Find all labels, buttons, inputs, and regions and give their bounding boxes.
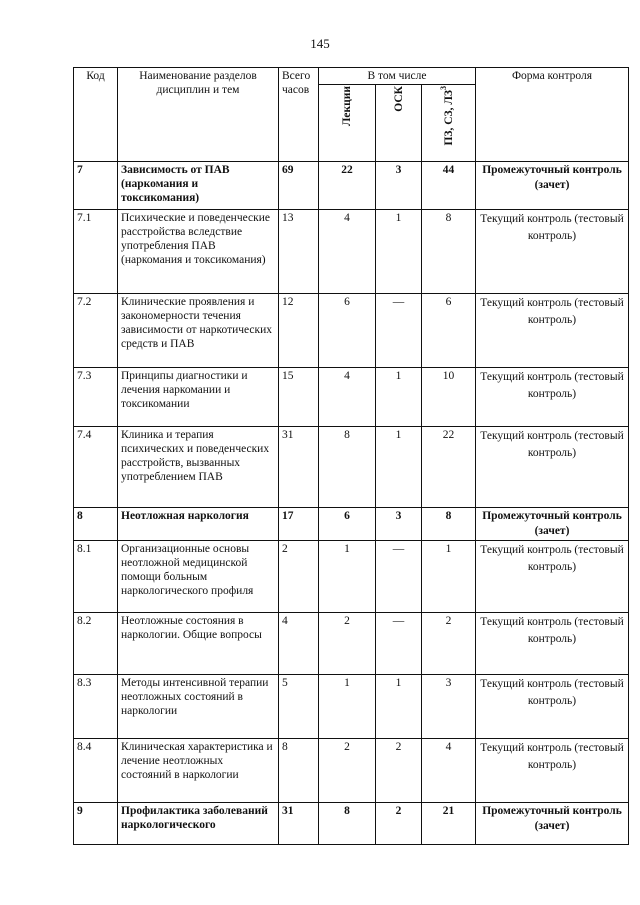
row-lectures: 1 (319, 675, 376, 739)
row-name: Принципы диагностики и лечения наркомании и токсикомании (118, 368, 279, 427)
row-form: Текущий контроль (тестовый контроль) (476, 613, 629, 675)
row-name: Профилактика заболеваний наркологического (118, 803, 279, 845)
row-total: 15 (279, 368, 319, 427)
row-name: Методы интенсивной терапии неотложных состояний в наркологии (118, 675, 279, 739)
row-form: Текущий контроль (тестовый контроль) (476, 294, 629, 368)
header-code: Код (74, 68, 118, 162)
row-pz: 44 (422, 162, 476, 210)
row-form: Промежуточный контроль (зачет) (476, 162, 629, 210)
row-pz: 21 (422, 803, 476, 845)
row-total: 13 (279, 210, 319, 294)
row-total: 69 (279, 162, 319, 210)
table-row (74, 739, 629, 803)
header-name: Наименование разделов дисциплин и тем (118, 68, 279, 162)
row-code: 8.2 (74, 613, 118, 675)
header-total: Всего часов (279, 68, 319, 162)
header-osk: ОСК (376, 85, 422, 162)
row-lectures: 6 (319, 294, 376, 368)
row-code: 8 (74, 508, 118, 541)
row-name: Зависимость от ПАВ (наркомания и токсикомания) (118, 162, 279, 210)
table-row (74, 675, 629, 739)
table-row (74, 368, 629, 427)
row-osk: 2 (376, 803, 422, 845)
table-row (74, 427, 629, 508)
row-lectures: 6 (319, 508, 376, 541)
table-row (74, 294, 629, 368)
row-code: 7 (74, 162, 118, 210)
row-pz: 4 (422, 739, 476, 803)
row-lectures: 2 (319, 739, 376, 803)
row-form: Текущий контроль (тестовый контроль) (476, 739, 629, 803)
row-pz: 1 (422, 541, 476, 613)
row-pz: 8 (422, 508, 476, 541)
table-row (74, 803, 629, 845)
row-total: 31 (279, 427, 319, 508)
row-code: 7.1 (74, 210, 118, 294)
row-total: 2 (279, 541, 319, 613)
row-osk: 1 (376, 368, 422, 427)
row-name: Клинические проявления и закономерности течения зависимости от наркотических средств и ПАВ (118, 294, 279, 368)
table-row (74, 210, 629, 294)
row-pz: 3 (422, 675, 476, 739)
row-osk: 3 (376, 508, 422, 541)
row-lectures: 8 (319, 803, 376, 845)
row-pz: 6 (422, 294, 476, 368)
row-total: 8 (279, 739, 319, 803)
row-osk: — (376, 541, 422, 613)
row-total: 5 (279, 675, 319, 739)
row-name: Неотложные состояния в наркологии. Общие вопросы (118, 613, 279, 675)
row-lectures: 4 (319, 368, 376, 427)
row-osk: 1 (376, 427, 422, 508)
row-pz: 2 (422, 613, 476, 675)
row-total: 12 (279, 294, 319, 368)
row-lectures: 8 (319, 427, 376, 508)
row-osk: — (376, 613, 422, 675)
row-form: Текущий контроль (тестовый контроль) (476, 541, 629, 613)
row-lectures: 1 (319, 541, 376, 613)
row-form: Текущий контроль (тестовый контроль) (476, 675, 629, 739)
header-pz (422, 85, 476, 162)
header-pz-footnote: 3 (438, 86, 448, 90)
row-pz: 8 (422, 210, 476, 294)
row-code: 8.4 (74, 739, 118, 803)
row-form: Текущий контроль (тестовый контроль) (476, 210, 629, 294)
row-osk: 1 (376, 675, 422, 739)
row-pz: 22 (422, 427, 476, 508)
row-code: 7.2 (74, 294, 118, 368)
row-osk: 1 (376, 210, 422, 294)
header-form: Форма контроля (476, 68, 629, 162)
row-form: Текущий контроль (тестовый контроль) (476, 368, 629, 427)
curriculum-table (73, 67, 629, 845)
row-osk: 3 (376, 162, 422, 210)
row-code: 8.3 (74, 675, 118, 739)
row-total: 17 (279, 508, 319, 541)
row-code: 7.3 (74, 368, 118, 427)
row-form: Текущий контроль (тестовый контроль) (476, 427, 629, 508)
row-lectures: 22 (319, 162, 376, 210)
row-osk: — (376, 294, 422, 368)
row-name: Неотложная наркология (118, 508, 279, 541)
header-including: В том числе (319, 68, 476, 85)
row-lectures: 2 (319, 613, 376, 675)
row-name: Клиника и терапия психических и поведенческих расстройств, вызванных употреблением ПАВ (118, 427, 279, 508)
row-code: 8.1 (74, 541, 118, 613)
row-pz: 10 (422, 368, 476, 427)
row-name: Психические и поведенческие расстройства вследствие употребления ПАВ (наркомания и токсикомания) (118, 210, 279, 294)
row-name: Клиническая характеристика и лечение неотложных состояний в наркологии (118, 739, 279, 803)
row-form: Промежуточный контроль (зачет) (476, 803, 629, 845)
row-lectures: 4 (319, 210, 376, 294)
row-osk: 2 (376, 739, 422, 803)
row-name: Организационные основы неотложной медицинской помощи больным наркологического профиля (118, 541, 279, 613)
table-row (74, 508, 629, 541)
table-body (74, 162, 629, 845)
row-code: 7.4 (74, 427, 118, 508)
header-pz-label: ПЗ, СЗ, ЛЗ (442, 90, 455, 146)
row-total: 4 (279, 613, 319, 675)
row-total: 31 (279, 803, 319, 845)
row-code: 9 (74, 803, 118, 845)
header-lectures: Лекции (319, 85, 376, 162)
table-row (74, 541, 629, 613)
table-row (74, 613, 629, 675)
page-number: 145 (310, 36, 330, 51)
table-row (74, 162, 629, 210)
row-form: Промежуточный контроль (зачет) (476, 508, 629, 541)
